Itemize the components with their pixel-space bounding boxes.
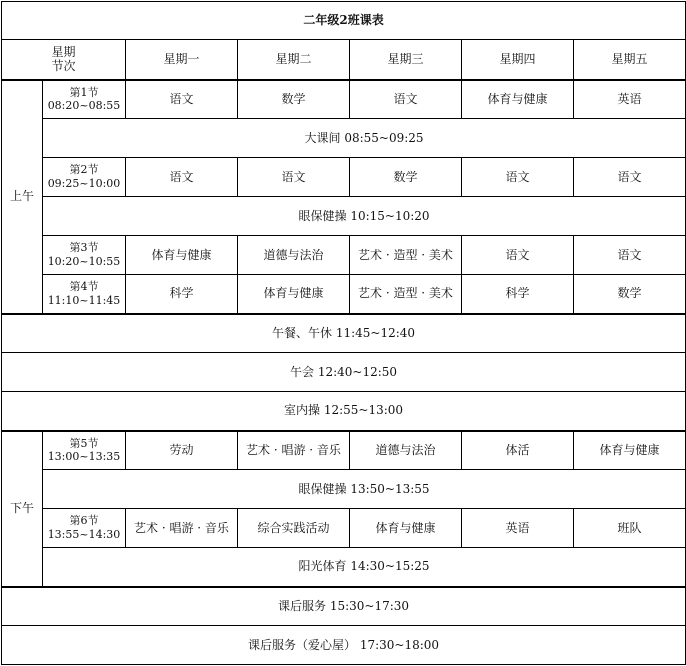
period-label: 第5节 xyxy=(69,436,99,450)
course-cell: 综合实践活动 xyxy=(238,509,350,548)
course-cell: 语文 xyxy=(350,80,462,119)
period-label: 第4节 xyxy=(69,280,99,293)
course-cell: 道德与法治 xyxy=(350,431,462,470)
day-header-thu: 星期四 xyxy=(462,40,574,80)
course-cell: 体活 xyxy=(462,431,574,470)
day-header-fri: 星期五 xyxy=(574,40,686,80)
break-noon-meeting: 午会 12:40~12:50 xyxy=(2,353,686,392)
course-cell: 艺术 · 唱游 · 音乐 xyxy=(238,431,350,470)
course-cell: 数学 xyxy=(350,158,462,197)
break-eye-exercise-am: 眼保健操 10:15~10:20 xyxy=(43,197,686,236)
course-cell: 语文 xyxy=(126,80,238,119)
period-label: 第2节 xyxy=(69,163,99,177)
break-lunch: 午餐、午休 11:45~12:40 xyxy=(2,314,686,353)
break-eye-exercise-pm: 眼保健操 13:50~13:55 xyxy=(43,470,686,509)
timetable xyxy=(1,1,686,665)
period-time: 11:10~11:45 xyxy=(47,293,121,307)
course-cell: 艺术 · 造型 · 美术 xyxy=(350,275,462,314)
corner-period-label: 节次 xyxy=(51,59,76,74)
break-sunshine-pe: 阳光体育 14:30~15:25 xyxy=(43,548,686,587)
period-time: 13:55~14:30 xyxy=(47,528,121,541)
course-cell: 班队 xyxy=(574,509,686,548)
period-time: 13:00~13:35 xyxy=(47,450,121,464)
period-cell-2 xyxy=(43,158,126,197)
course-cell: 体育与健康 xyxy=(462,80,574,119)
break-big-break: 大课间 08:55~09:25 xyxy=(43,119,686,158)
course-cell: 英语 xyxy=(574,80,686,119)
course-cell: 数学 xyxy=(238,80,350,119)
break-after-school-love-house: 课后服务（爱心屋） 17:30~18:00 xyxy=(2,626,686,665)
break-indoor-exercise: 室内操 12:55~13:00 xyxy=(2,392,686,431)
period-cell-6 xyxy=(43,509,126,548)
section-morning: 上午 xyxy=(2,80,43,314)
course-cell: 劳动 xyxy=(126,431,238,470)
course-cell: 数学 xyxy=(574,275,686,314)
course-cell: 科学 xyxy=(126,275,238,314)
day-header-mon: 星期一 xyxy=(126,40,238,80)
day-header-wed: 星期三 xyxy=(350,40,462,80)
course-cell: 道德与法治 xyxy=(238,236,350,275)
period-cell-5 xyxy=(43,431,126,470)
period-cell-1 xyxy=(43,80,126,119)
course-cell: 语文 xyxy=(462,158,574,197)
corner-weekday-label: 星期 xyxy=(51,44,76,59)
course-cell: 语文 xyxy=(126,158,238,197)
day-header-tue: 星期二 xyxy=(238,40,350,80)
period-label: 第6节 xyxy=(69,514,99,528)
period-time: 08:20~08:55 xyxy=(47,99,121,113)
period-time: 09:25~10:00 xyxy=(47,177,121,190)
course-cell: 英语 xyxy=(462,509,574,548)
period-label: 第3节 xyxy=(69,241,99,255)
course-cell: 体育与健康 xyxy=(574,431,686,470)
course-cell: 科学 xyxy=(462,275,574,314)
break-after-school-service: 课后服务 15:30~17:30 xyxy=(2,587,686,626)
course-cell: 体育与健康 xyxy=(126,236,238,275)
course-cell: 体育与健康 xyxy=(238,275,350,314)
course-cell: 艺术 · 唱游 · 音乐 xyxy=(126,509,238,548)
section-afternoon: 下午 xyxy=(2,431,43,587)
course-cell: 语文 xyxy=(462,236,574,275)
course-cell: 艺术 · 造型 · 美术 xyxy=(350,236,462,275)
course-cell: 体育与健康 xyxy=(350,509,462,548)
period-cell-4 xyxy=(43,275,126,314)
period-time: 10:20~10:55 xyxy=(47,255,121,268)
timetable-title: 二年级2班课表 xyxy=(2,2,686,40)
period-cell-3 xyxy=(43,236,126,275)
course-cell: 语文 xyxy=(238,158,350,197)
course-cell: 语文 xyxy=(574,236,686,275)
corner-header xyxy=(2,40,126,80)
period-label: 第1节 xyxy=(69,85,99,99)
course-cell: 语文 xyxy=(574,158,686,197)
